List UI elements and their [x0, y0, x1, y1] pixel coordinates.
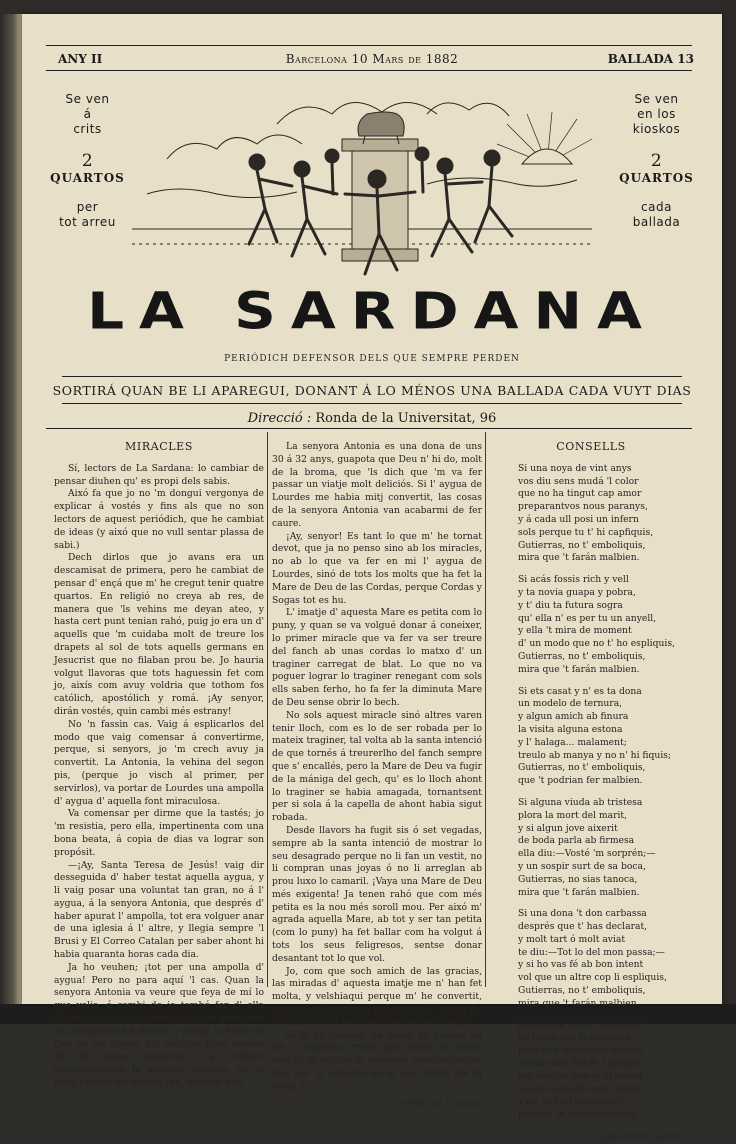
poem-line: Si alguna viuda ab tristesa — [518, 796, 643, 808]
poem-line: ella diu:—Vosté 'm sorprén;— — [518, 848, 656, 860]
poem-stanza — [518, 1020, 692, 1122]
poem-line: y l' halaga... malament; — [518, 736, 627, 748]
poem-line: Si acás fossis rich y vell — [518, 574, 629, 586]
column-divider — [485, 432, 486, 987]
paragraph: Dech dirlos que jo avans era un descamisat de primera, pero he cambiat de pensar d' ençá que m' he cregut tenir quatre quartos. En religió no creya ab res, de manera que 'ls vehins me deyan ateo, y hasta cert punt tenian rahó, puig jo era un d' aquells que 'm cuidaba molt de treure los drapets al sol de tots aquells germans en Jesucrist que no filaban prou be. Jo hauria volgut llavoras que tots haguessin fet com jo, aixís com avuy voldria que tothom fos católich, apostólich y romá. ¡Ay senyor, dirán vostés, quin cambi més estrany! — [54, 552, 264, 717]
poem-line: y si ho vas fé ab bon intent — [518, 959, 644, 971]
poem-line: mira que 't farán malbien. — [518, 552, 640, 564]
issue-number: BALLADA 13 — [607, 52, 694, 66]
paragraph: No sols aquest miracle sinó altres varen tenir lloch, com es lo de ser robada per lo mateix traginer, tal volta ab la santa intenció de que tornés á treurerlho del fanch sempre que s' encallés, pero la Mare de Deu va fugir de la mániga del gech, qu' es lo lloch ahont lo traginer se habia amagada, tornantsent per si sola á la capella de ahont habia sigut robada. — [272, 709, 482, 824]
poem-line: aquets consells vull donar, — [518, 1083, 642, 1095]
poem-line: te diu:—Tot lo del mon passa;— — [518, 946, 665, 958]
paragraph: Va comensar per dirme que la tastés; jo 'm resistia, pero ella, impertinenta com una bona beata, á copia de dias va lograr son propósit. — [54, 808, 264, 858]
article-signature: Joan Conte Lacosta — [602, 1132, 682, 1143]
poem-line: Gutierras, no t' emboliquis, — [518, 985, 646, 997]
paragraph: La senyora Antonia es una dona de uns 30 á 32 anys, guapota que Deu n' hi do, molt de la broma, que 'ls dich que 'm va fer passar un viatje molt deliciós. Si l' aygua de Lourdes me habia mitj convertit, las cosas de la senyora Antonia van acabarmi de fer caure. — [272, 441, 482, 529]
poem-line: la visita alguna estona — [518, 723, 623, 735]
paragraph: —¡Ay, Santa Teresa de Jesús! vaig dir desseguida d' haber testat aquella aygua, y li vaig posar una voluntat tan gran, no á l' aygua, á la senyora Antonia, que després d' haber apurat l' ampolla, tot era volguer anar de una iglesia á l' altre, y llegia sempre 'l Brusi y El Correo Catalan per saber ahont hi habia quaranta horas cada dia. — [54, 859, 264, 961]
issue-year: ANY II — [58, 52, 103, 66]
price-unit: QUARTOS — [50, 171, 125, 185]
tagline-rule-top — [62, 376, 682, 377]
poem-line: vol que un altre cop li espliquis, — [518, 972, 667, 984]
newspaper-page — [22, 14, 722, 1143]
poem-line: Gutierras, no t' emboliquis, — [518, 539, 646, 551]
poem-line: després que t' has declarat, — [518, 921, 648, 933]
poem-line: d' un modo que no t' ho espliquis, — [518, 638, 675, 650]
article-miracles — [54, 429, 264, 1090]
poem-line: de boda parla ab firmesa — [518, 835, 635, 847]
poem-stanza — [518, 574, 692, 676]
poem-line: y un sospir surt de sa boca, — [518, 860, 646, 872]
poem-line: y algun amich ab finura — [518, 711, 629, 723]
poem-stanza — [518, 797, 692, 899]
poem-line: Si ets casat y n' es ta dona — [518, 685, 642, 697]
dateline: Barcelona 10 Mars de 1882 — [285, 52, 459, 66]
poem-line: un modelo de ternura, — [518, 698, 623, 710]
article-consells — [490, 429, 692, 1144]
address-label: Direcció : — [247, 411, 312, 426]
poem-line: y no 'm vull embolicar — [518, 1096, 621, 1108]
poem-line: preparantvos nous paranys, — [518, 501, 648, 513]
header-rule-bottom — [46, 70, 692, 71]
poem-line: y á cada ull posi un infern — [518, 513, 639, 525]
poem-line: Gutierras, no t' emboliquis, — [518, 762, 646, 774]
background-edge — [722, 0, 736, 1024]
poem-line: y t' diu ta futura sogra — [518, 599, 623, 611]
poem-stanza — [518, 908, 692, 1010]
poem-line: de las donas la destresa, — [518, 1032, 633, 1044]
sardana-dance-illustration — [127, 84, 597, 284]
paragraph: ¡Ay, senyor! Es tant lo que m' he tornat devot, que ja no penso sino ab los miracles, no ab lo que va fer en mi l' aygua de Lourdes, sinó de tots los molts que ha fet la Mare de Deu de las Cordas, perque Cordas y Sogas tot es hu. — [272, 530, 482, 606]
poem-stanza — [518, 686, 692, 788]
poem-line: per aixó es que jo al jovent — [518, 1070, 644, 1082]
poem-line: perque 'm farian malbien. — [518, 1109, 639, 1121]
poem-stanza — [518, 463, 692, 565]
poem-line: plora la mort del marit, — [518, 809, 628, 821]
header-rule-top — [46, 45, 692, 46]
poem-line: y ta novia guapa y pobra, — [518, 586, 636, 598]
poem-line: y molt tart ó molt aviat — [518, 933, 626, 945]
publication-tagline: SORTIRÁ QUAN BE LI APAREGUI, DONANT Á LO MÉNOS UNA BALLADA CADA VUYT DIAS — [52, 383, 692, 398]
article-heading: MIRACLES — [125, 440, 193, 453]
poem-line: Gutierras, no sias tanoca, — [518, 873, 638, 885]
paragraph: Si jo he cambiat de modo de pensar ab tot lo explicat, crech que vostés ho farán sols ab la lectura d' aquestas quantas ratllas que per la salvació de la sua ánima los hi envia lo — [272, 1029, 482, 1092]
poem-line: puig que sens tenir bellesa — [518, 1045, 644, 1057]
newspaper-title: LA SARDANA — [87, 281, 657, 341]
poem-line: mira que 't farán malbien. — [518, 663, 640, 675]
price-number: 2 — [650, 151, 663, 171]
address-line — [22, 411, 722, 426]
article-miracles-continued — [272, 429, 482, 1110]
paragraph: Sí, lectors de La Sardana: lo cambiar de pensar diuhen qu' es propi dels sabis. — [54, 462, 264, 487]
poem-line: Si una dona 't don carbassa — [518, 908, 647, 920]
price-number: 2 — [81, 151, 94, 171]
tagline-rule-bottom — [62, 403, 682, 404]
price-box-right: Se ven en los kioskos 2 QUARTOS cada ballada — [609, 92, 704, 230]
poem-line: qu' ella n' es per tu un anyell, — [518, 612, 657, 624]
poem-line: y ella 't mira de moment — [518, 625, 632, 637]
poem-line: mira que 't farán malbien. — [518, 886, 640, 898]
paragraph: No 'n fassin cas. Vaig á esplicarlos del modo que vaig comensar á convertirme, perque, si senyors, jo 'm crech avuy ja convertit. La Antonia, la vehina del segon pis, (perque jo visch al primer, per servirlos), va portar de Lourdes una ampolla d' aygua d' aquella font miraculosa. — [54, 718, 264, 807]
poem-line: y si algun jove aixerit — [518, 822, 618, 834]
poem-line: sols perque tu t' hi capfiquis, — [518, 526, 654, 538]
article-signature: Nebot de l' oncle — [402, 1098, 482, 1108]
paragraph: Aixó fa que jo no 'm dongui vergonya de explicar á vostés y fins als que no son lectors de aquest periódich, que he cambiat de ideas (y aixó que no vull sentar plassa de sabi.) — [54, 488, 264, 551]
paragraph: Ja ho veuhen; ¡tot per una ampolla d' aygua! Pero no para aquí 'l cas. Quan la senyora Antonia va veure que feya de mí lo que volia, á cambi de jo també fer d' ella alguna cosa, va posarse al cap de portarme en pelegrinació á Bellbis á visitar la Mare de Deu de las Sogas. No confiant prou encara ab la meva conversió, va volguer acompanyarme la senyora Antonia, ab lo dócil permís del senyor Jan, marit d' ella. — [54, 961, 264, 1089]
poem-line: Gutierras, no t' emboliquis, — [518, 650, 646, 662]
paragraph: Desde llavors ha fugit sis ó set vegadas, sempre ab la santa intenció de mostrar lo seu desagrado perque no li fan un vestit, no li compran unas joyas ó no li arreglan ab prou luxo lo camaril. ¡Vaya una Mare de Deu més exigenta! Ja tenen rahó que com més petita es la nou més soroll mou. Per aixó m' agrada aquella Mare, ab tot y ser tan petita (com lo puny) ha fet ballar com ha volgut á tots los seus feligresos, sentse donar desantant tot lo que vol. — [272, 824, 482, 964]
price-unit: QUARTOS — [619, 171, 694, 185]
poem-line: Si una noya de vint anys — [518, 462, 632, 474]
poem-line: que no ha tingut cap amor — [518, 488, 642, 500]
column-divider — [267, 432, 268, 987]
poem-line: treulo ab manya y no n' hi fiquis; — [518, 749, 672, 761]
price-box-left: Se ven á crits 2 QUARTOS per tot arreu — [40, 92, 135, 230]
address-value: Ronda de la Universitat, 96 — [315, 411, 497, 426]
poem-line: vos diu sens mudá 'l color — [518, 475, 639, 487]
article-heading: CONSELLS — [556, 440, 626, 453]
poem-line: mira que 't farán malbien. — [518, 997, 640, 1009]
paragraph: L' imatje d' aquesta Mare es petita com lo puny, y quan se va volgué donar á coneixer, lo primer miracle que va fer va ser treure del fanch ab unas cordas lo matxo d' un traginer carregat de blat. Lo que no va poguer lograr lo traginer renegant com sols ells saben ferho, ho fa fer la diminuta Mare de Deu sense obrir lo bech. — [272, 607, 482, 708]
binding-edge — [0, 14, 22, 1004]
newspaper-subtitle: PERIÓDICH DEFENSOR DELS QUE SEMPRE PERDEN — [224, 354, 520, 364]
poem-line: moltas nos fan fé 'l gegant; — [518, 1058, 645, 1070]
poem-line: Jo sempre estich admirant — [518, 1019, 641, 1031]
poem-line: que 't podrian fer malbien. — [518, 775, 643, 787]
paragraph: Jo, com que soch amich de las gracias, las miradas d' aquesta imatje me n' han fet molta, y velshiaqui perque m' he convertit, gracias á la senyora Antonia, á l' aygua de Lourdes y á la Mare de Deu de las Cordas. — [272, 965, 482, 1028]
